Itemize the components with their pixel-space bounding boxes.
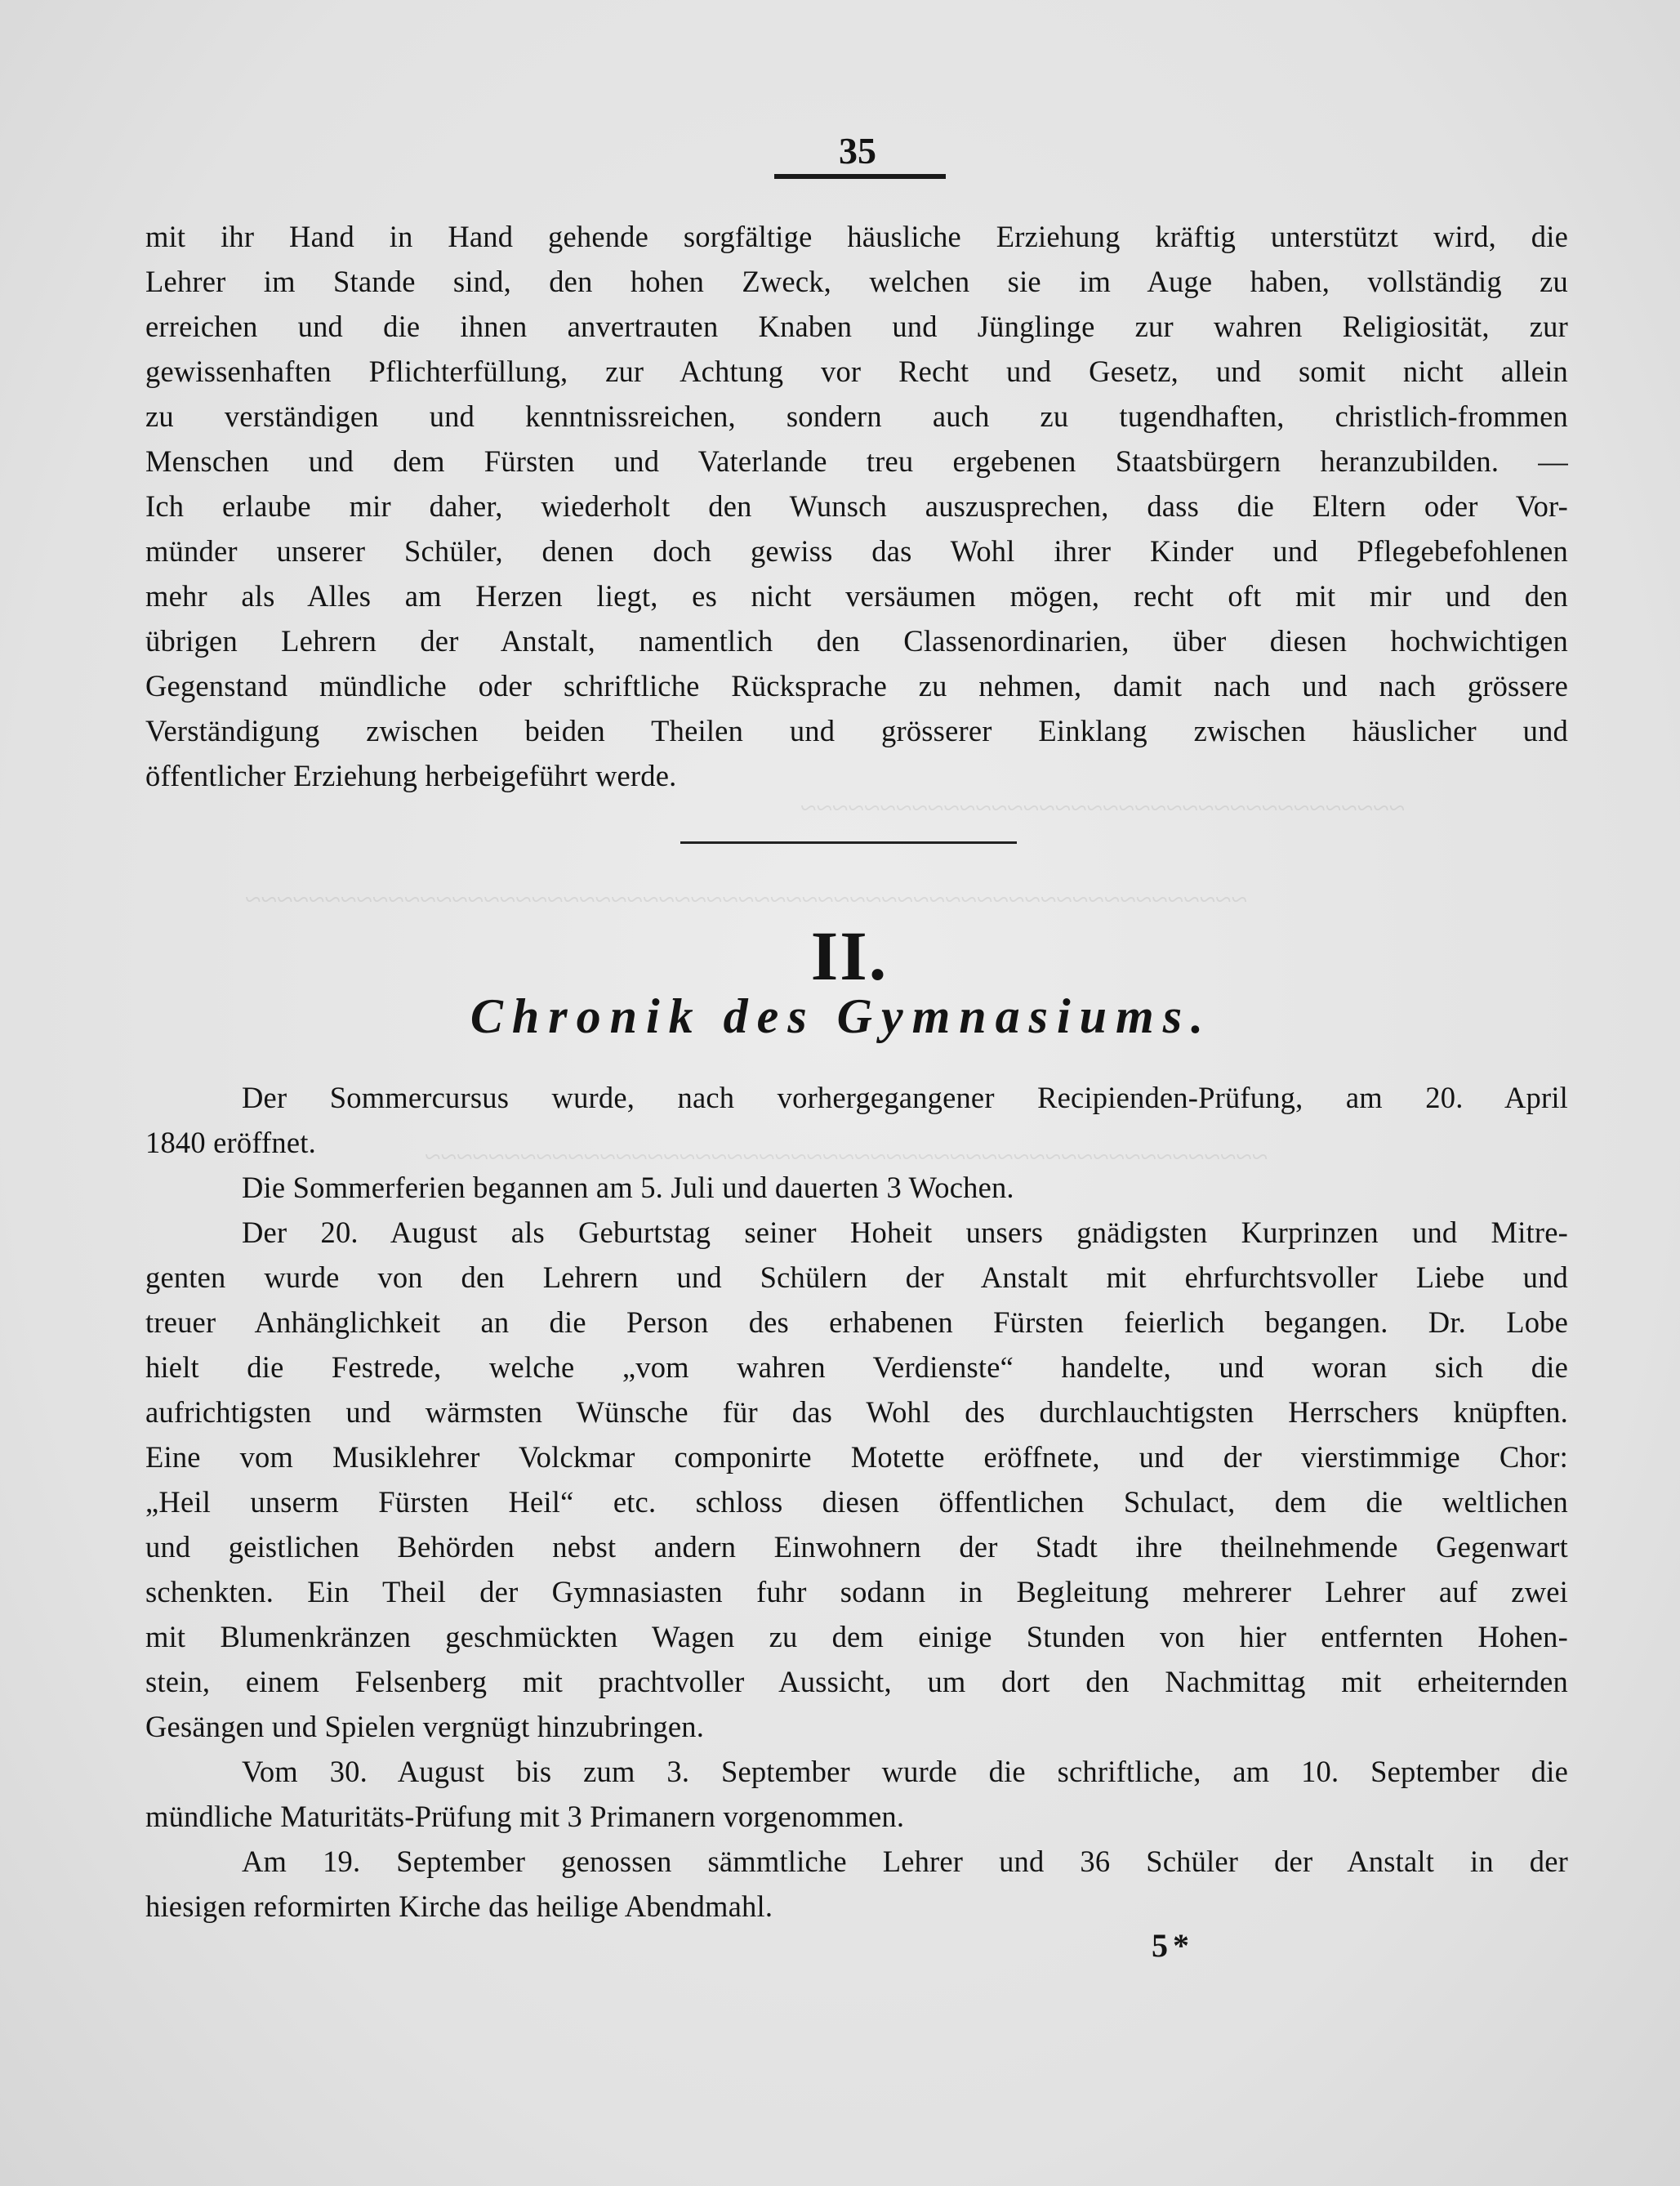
text-line: mit Blumenkränzen geschmückten Wagen zu dem einige Stunden von hier entfernten Hohen- [145,1620,1568,1653]
text-line: hielt die Festrede, welche „vom wahren Verdienste“ handelte, und woran sich die [145,1350,1568,1384]
text-line: hiesigen reformirten Kirche das heilige Abendmahl. [145,1889,773,1923]
text-line: Verständigung zwischen beiden Theilen und grösserer Einklang zwischen häuslicher und [145,714,1568,747]
text-line: mehr als Alles am Herzen liegt, es nicht versäumen mögen, recht oft mit mir und den [145,579,1568,613]
text-line: Am 19. September genossen sämmtliche Lehrer und 36 Schüler der Anstalt in der [242,1845,1568,1878]
text-line: Gegenstand mündliche oder schriftliche Rücksprache zu nehmen, damit nach und nach grössere [145,669,1568,703]
text-line: aufrichtigsten und wärmsten Wünsche für das Wohl des durchlauchtigsten Herrschers knüpften. [145,1395,1568,1429]
text-line: Gesängen und Spielen vergnügt hinzubringen. [145,1710,705,1743]
text-line: Eine vom Musiklehrer Volckmar componirte Motette eröffnete, und der vierstimmige Chor: [145,1440,1568,1474]
section-separator-rule [680,841,1017,844]
text-line: münder unserer Schüler, denen doch gewiss das Wohl ihrer Kinder und Pflegebefohlenen [145,534,1568,568]
text-line: treuer Anhänglichkeit an die Person des erhabenen Fürsten feierlich begangen. Dr. Lobe [145,1305,1568,1339]
section-title: Chronik des Gymnasiums. [470,989,1213,1043]
text-line: genten wurde von den Lehrern und Schülern der Anstalt mit ehrfurchtsvoller Liebe und [145,1260,1568,1294]
text-line: Der 20. August als Geburtstag seiner Hoheit unsers gnädigsten Kurprinzen und Mitre- [242,1216,1568,1249]
intro-paragraph [145,214,1568,798]
page-number: 35 [839,130,876,172]
text-line: Die Sommerferien begannen am 5. Juli und dauerten 3 Wochen. [242,1171,1014,1204]
text-line: schenkten. Ein Theil der Gymnasiasten fuhr sodann in Begleitung mehrerer Lehrer auf zwei [145,1575,1568,1608]
text-line: erreichen und die ihnen anvertrauten Knaben und Jünglinge zur wahren Religiosität, zur [145,310,1568,343]
text-line: Menschen und dem Fürsten und Vaterlande treu ergebenen Staatsbürgern heranzubilden. — [145,444,1568,478]
bleed-through: ~~~~~~~~~~~~~~~~~~~~~~~~~~~~~~~~~~~~~~~~~~~~~~~~~~~~~ [425,1140,1268,1173]
section-number: II. [810,917,889,995]
text-line: Vom 30. August bis zum 3. September wurde die schriftliche, am 10. September die [242,1755,1568,1788]
text-line: stein, einem Felsenberg mit prachtvoller Aussicht, um dort den Nachmittag mit erheiternden [145,1665,1568,1698]
text-line: mündliche Maturitäts-Prüfung mit 3 Primanern vorgenommen. [145,1800,905,1833]
text-line: 1840 eröffnet. [145,1126,316,1159]
page-number-rule [774,174,946,179]
text-line: gewissenhaften Pflichterfüllung, zur Achtung vor Recht und Gesetz, und somit nicht allein [145,355,1568,388]
signature-mark: 5* [1152,1927,1194,1964]
text-line: zu verständigen und kenntnissreichen, sondern auch zu tugendhaften, christlich-frommen [145,399,1568,433]
text-line: Ich erlaube mir daher, wiederholt den Wunsch auszusprechen, dass die Eltern oder Vor- [145,489,1568,523]
text-line: übrigen Lehrern der Anstalt, namentlich den Classenordinarien, über diesen hochwichtigen [145,624,1568,658]
text-line: Lehrer im Stande sind, den hohen Zweck, welchen sie im Auge haben, vollständig zu [145,265,1568,298]
text-line: Der Sommercursus wurde, nach vorhergegangener Recipienden-Prüfung, am 20. April [242,1081,1568,1114]
bleed-through: ~~~~~~~~~~~~~~~~~~~~~~~~~~~~~~~~~~~~~~~~~~~~~~~~~~~~~~~~~~~~~~~ [245,883,1248,916]
text-line: „Heil unserm Fürsten Heil“ etc. schloss diesen öffentlichen Schulact, dem die weltlichen [145,1485,1568,1519]
bleed-through: ~~~~~~~~~~~~~~~~~~~~~~~~~~~~~~~~~~~~~~ [800,792,1406,824]
text-line: öffentlicher Erziehung herbeigeführt werde. [145,759,677,792]
chronicle-paragraphs [145,1075,1568,1929]
text-line: und geistlichen Behörden nebst andern Einwohnern der Stadt ihre theilnehmende Gegenwart [145,1530,1568,1564]
text-line: mit ihr Hand in Hand gehende sorgfältige häusliche Erziehung kräftig unterstützt wird, die [145,220,1568,253]
